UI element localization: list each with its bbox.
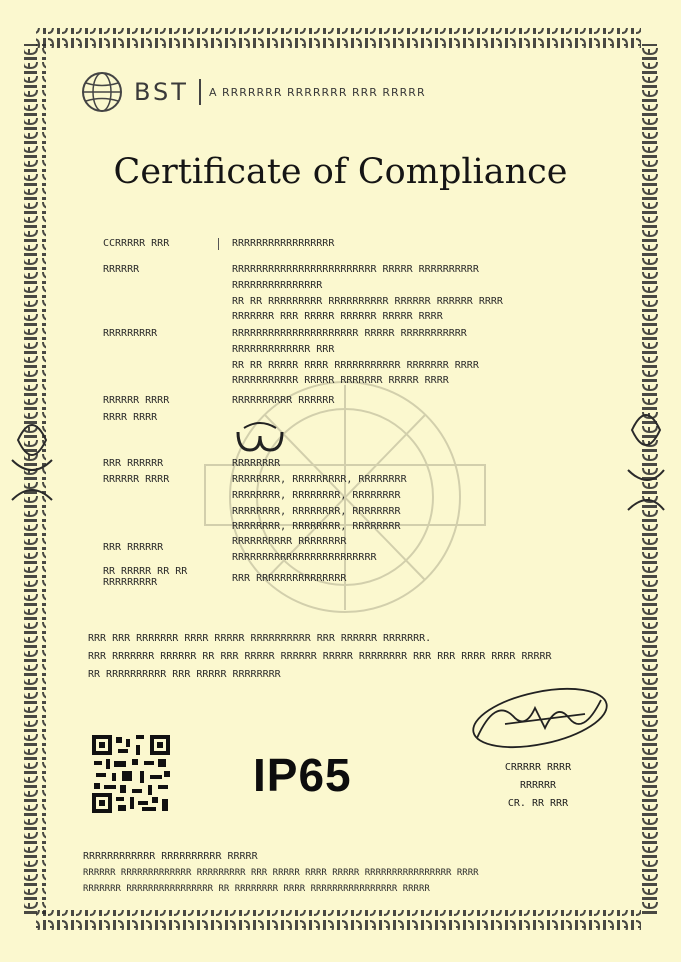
field-value-manufacturer-line3: RR RR RRRRR RRRR RRRRRRRRRRR RRRRRRR RRRR (232, 360, 479, 371)
field-label-test-standard: RRR RRRRRR (103, 542, 164, 553)
signatory-name: CRRRRR RRRR (504, 762, 572, 773)
signature-icon (465, 678, 615, 758)
certificate-title: Certificate of Compliance (113, 152, 568, 192)
field-value-additional-model-line3: RRRRRRRR, RRRRRRRR, RRRRRRRR (232, 506, 401, 517)
field-label-model: RRR RRRRRR (103, 458, 164, 469)
field-value-additional-model-line5: RRRRRRRRRR RRRRRRRR (232, 536, 347, 547)
field-value-applicant-line2: RRRRRRRRRRRRRRR (232, 280, 323, 291)
trademark-logo-icon (234, 420, 286, 454)
footer-line-1: RRRRRRRRRRRR RRRRRRRRRR RRRRR (83, 851, 258, 862)
field-value-applicant-line3: RR RR RRRRRRRRR RRRRRRRRRR RRRRRR RRRRRR RRRR (232, 296, 503, 307)
field-value-product-name: RRRRRRRRRR RRRRRR (232, 395, 335, 406)
field-value-certificate-no: RRRRRRRRRRRRRRRRR (232, 238, 335, 249)
field-label-applicant: RRRRRR (103, 264, 140, 275)
field-label-product-name: RRRRRR RRRR (103, 395, 170, 406)
field-value-applicant-line4: RRRRRRR RRR RRRRR RRRRRR RRRRR RRRR (232, 311, 443, 322)
signatory-date: CR. RR RRR (507, 798, 569, 809)
field-value-report-no: RRR RRRRRRRRRRRRRRR (232, 573, 347, 584)
brand-divider (199, 79, 201, 105)
field-label-additional-model: RRRRRR RRRR (103, 474, 170, 485)
field-value-test-standard: RRRRRRRRRRRRRRRRRRRRRRRR (232, 552, 377, 563)
qr-code-icon (92, 735, 170, 813)
statement-line-2: RRR RRRRRRR RRRRRR RR RRR RRRRR RRRRRR RRRRR RRRRRRRR RRR RRR RRRR RRRR RRRRR (88, 651, 552, 662)
field-value-additional-model-line4: RRRRRRRR, RRRRRRRR, RRRRRRRR (232, 521, 401, 532)
field-value-additional-model-line1: RRRRRRRR, RRRRRRRRR, RRRRRRRR (232, 474, 407, 485)
field-separator (218, 238, 219, 250)
brand-tagline: A RRRRRRR RRRRRRR RRR RRRRR (208, 85, 426, 99)
ip-rating: IP65 (253, 749, 352, 801)
footer-line-2: RRRRRR RRRRRRRRRRRRR RRRRRRRRR RRR RRRRR RRRR RRRRR RRRRRRRRRRRRRRRR RRRR (83, 868, 479, 878)
field-value-applicant-line1: RRRRRRRRRRRRRRRRRRRRRRRR RRRRR RRRRRRRRRR (232, 264, 479, 275)
field-value-manufacturer-line4: RRRRRRRRRRR RRRRR RRRRRRR RRRRR RRRR (232, 375, 449, 386)
footer-line-3: RRRRRRR RRRRRRRRRRRRRRRR RR RRRRRRRR RRRR RRRRRRRRRRRRRRRR RRRRR (83, 884, 430, 894)
field-label-certificate-no: CCRRRRR RRR (103, 238, 170, 249)
field-value-manufacturer-line1: RRRRRRRRRRRRRRRRRRRRR RRRRR RRRRRRRRRRR (232, 328, 467, 339)
field-label-report-no: RR RRRRR RR RR RRRRRRRRR (103, 566, 188, 588)
statement-line-3: RR RRRRRRRRRR RRR RRRRR RRRRRRRR (88, 669, 281, 680)
field-value-model: RRRRRRRR (232, 458, 281, 469)
header-brand-row (80, 70, 426, 114)
field-label-trade-mark: RRRR RRRR (103, 412, 158, 423)
field-value-additional-model-line2: RRRRRRRR, RRRRRRRR, RRRRRRRR (232, 490, 401, 501)
field-value-manufacturer-line2: RRRRRRRRRRRRR RRR (232, 344, 335, 355)
globe-logo-icon (80, 70, 124, 114)
brand-name: BST (134, 78, 189, 106)
signatory-role: RRRRRR (519, 780, 557, 791)
field-label-manufacturer: RRRRRRRRR (103, 328, 158, 339)
statement-line-1: RRR RRR RRRRRRR RRRR RRRRR RRRRRRRRRR RRR RRRRRR RRRRRRR. (88, 633, 432, 644)
